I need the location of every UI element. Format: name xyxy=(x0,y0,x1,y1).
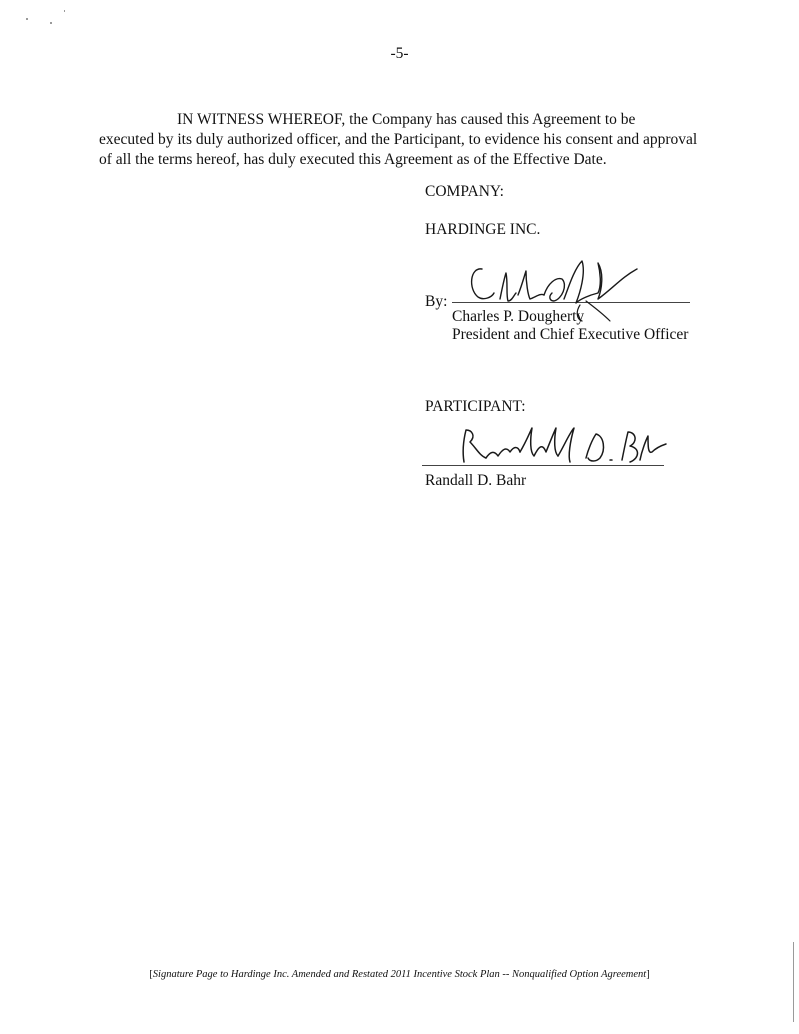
scan-mark-dot xyxy=(64,10,65,12)
footer-close-bracket: ] xyxy=(646,969,650,980)
footer-note xyxy=(0,968,799,982)
witness-line-2: executed by its duly authorized officer, and the Participant, to evidence his consent and approval xyxy=(99,131,698,148)
footer-text: Signature Page to Hardinge Inc. Amended and Restated 2011 Incentive Stock Plan -- Nonqualified Option Agreement xyxy=(152,969,647,980)
company-signer-title: President and Chief Executive Officer xyxy=(452,326,689,343)
participant-name: Randall D. Bahr xyxy=(425,472,527,489)
scan-mark-edge xyxy=(793,942,794,1022)
scan-mark-dot xyxy=(26,18,28,20)
company-signer-name: Charles P. Dougherty xyxy=(452,308,585,325)
witness-paragraph xyxy=(99,110,719,170)
scan-mark-dot xyxy=(50,22,52,24)
witness-line-3: of all the terms hereof, has duly executed this Agreement as of the Effective Date. xyxy=(99,151,607,168)
participant-signature xyxy=(450,422,670,470)
participant-label: PARTICIPANT: xyxy=(425,398,526,415)
participant-signature-line xyxy=(422,465,664,466)
footer-open-bracket: [ xyxy=(149,969,153,980)
company-name: HARDINGE INC. xyxy=(425,221,541,238)
page-number: -5- xyxy=(390,45,409,62)
witness-line-1: IN WITNESS WHEREOF, the Company has caused this Agreement to be xyxy=(177,111,636,128)
by-label: By: xyxy=(425,293,448,310)
company-label: COMPANY: xyxy=(425,183,504,200)
